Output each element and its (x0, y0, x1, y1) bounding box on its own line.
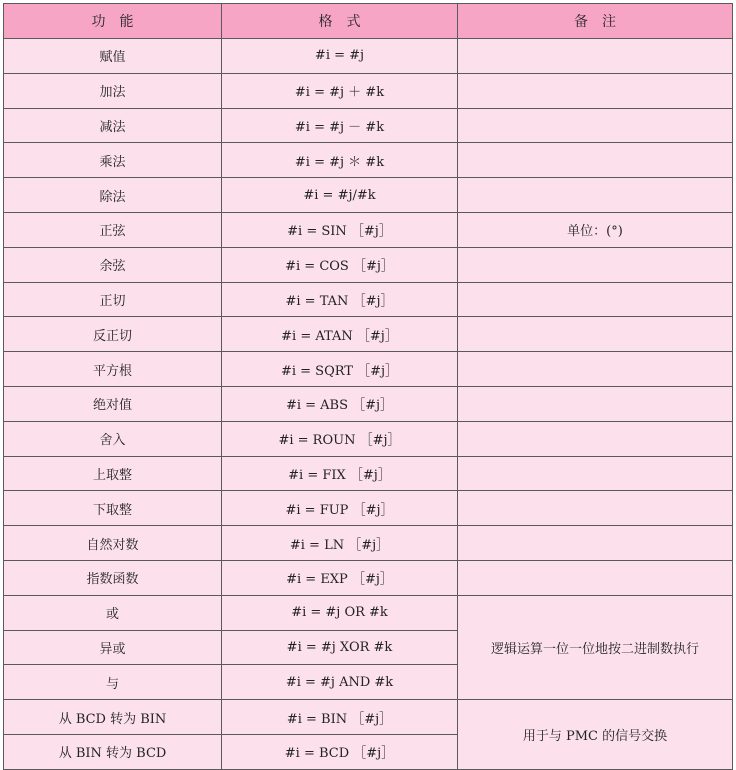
cell-note-empty (458, 73, 733, 108)
cell-function: 上取整 (4, 456, 222, 491)
cell-format: #i = FUP ［#j］ (222, 491, 458, 526)
table-row (4, 108, 733, 143)
cell-note-logic: 逻辑运算一位一位地按二进制数执行 (458, 595, 733, 699)
cell-function: 乘法 (4, 143, 222, 178)
cell-format: #i = #j AND #k (222, 665, 458, 700)
cell-note-empty (458, 282, 733, 317)
cell-format: #i = #j OR #k (222, 595, 458, 630)
cell-format: #i = #j ＊ #k (222, 143, 458, 178)
cell-format: #i = LN ［#j］ (222, 526, 458, 561)
cell-function: 与 (4, 665, 222, 700)
cell-note-empty (458, 386, 733, 421)
cell-format: #i = #j ＋ #k (222, 73, 458, 108)
cell-note-empty (458, 491, 733, 526)
table-row (4, 560, 733, 595)
table-row (4, 73, 733, 108)
table-row (4, 526, 733, 561)
cell-note-empty (458, 526, 733, 561)
table-row (4, 39, 733, 74)
cell-function: 正弦 (4, 212, 222, 247)
cell-format: #i = COS ［#j］ (222, 247, 458, 282)
cell-format: #i = SQRT ［#j］ (222, 352, 458, 387)
cell-note-empty (458, 143, 733, 178)
cell-format: #i = ROUN ［#j］ (222, 421, 458, 456)
table-row (4, 456, 733, 491)
cell-function: 或 (4, 595, 222, 630)
cell-function: 平方根 (4, 352, 222, 387)
table-row (4, 317, 733, 352)
cell-note-empty (458, 317, 733, 352)
cell-format: #i = #j (222, 39, 458, 74)
table-row (4, 212, 733, 247)
cell-note-empty (458, 560, 733, 595)
cell-format: #i = TAN ［#j］ (222, 282, 458, 317)
table-row (4, 595, 733, 630)
cell-function: 正切 (4, 282, 222, 317)
cell-function: 余弦 (4, 247, 222, 282)
table-row (4, 700, 733, 735)
cell-note-empty (458, 352, 733, 387)
header-note: 备 注 (458, 4, 733, 39)
table-row (4, 143, 733, 178)
cell-function: 异或 (4, 630, 222, 665)
header-function: 功 能 (4, 4, 222, 39)
cell-function: 除法 (4, 178, 222, 213)
cell-note-trig-unit: 单位：(°) (458, 212, 733, 247)
table-row (4, 352, 733, 387)
cell-function: 从 BCD 转为 BIN (4, 700, 222, 735)
cell-format: #i = EXP ［#j］ (222, 560, 458, 595)
cell-function: 下取整 (4, 491, 222, 526)
table-row (4, 421, 733, 456)
cell-note-empty (458, 421, 733, 456)
cell-function: 舍入 (4, 421, 222, 456)
cell-format: #i = BIN ［#j］ (222, 700, 458, 735)
table-row (4, 178, 733, 213)
cell-format: #i = #j － #k (222, 108, 458, 143)
cell-format: #i = SIN ［#j］ (222, 212, 458, 247)
cell-format: #i = #j XOR #k (222, 630, 458, 665)
cell-note-empty (458, 178, 733, 213)
cell-note-empty (458, 456, 733, 491)
cell-function: 反正切 (4, 317, 222, 352)
cell-function: 从 BIN 转为 BCD (4, 734, 222, 769)
cell-function: 自然对数 (4, 526, 222, 561)
cell-format: #i = ABS ［#j］ (222, 386, 458, 421)
cell-format: #i = ATAN ［#j］ (222, 317, 458, 352)
header-row (4, 4, 733, 39)
table-row (4, 386, 733, 421)
header-format: 格 式 (222, 4, 458, 39)
function-format-table (3, 3, 733, 770)
table-row (4, 282, 733, 317)
cell-note-empty (458, 247, 733, 282)
cell-format: #i = BCD ［#j］ (222, 734, 458, 769)
cell-function: 指数函数 (4, 560, 222, 595)
cell-function: 加法 (4, 73, 222, 108)
cell-note-empty (458, 39, 733, 74)
cell-format: #i = FIX ［#j］ (222, 456, 458, 491)
cell-function: 减法 (4, 108, 222, 143)
table-row (4, 491, 733, 526)
table-row (4, 247, 733, 282)
cell-note-pmc: 用于与 PMC 的信号交换 (458, 700, 733, 770)
cell-function: 绝对值 (4, 386, 222, 421)
cell-note-empty (458, 108, 733, 143)
cell-format: #i = #j/#k (222, 178, 458, 213)
cell-function: 赋值 (4, 39, 222, 74)
